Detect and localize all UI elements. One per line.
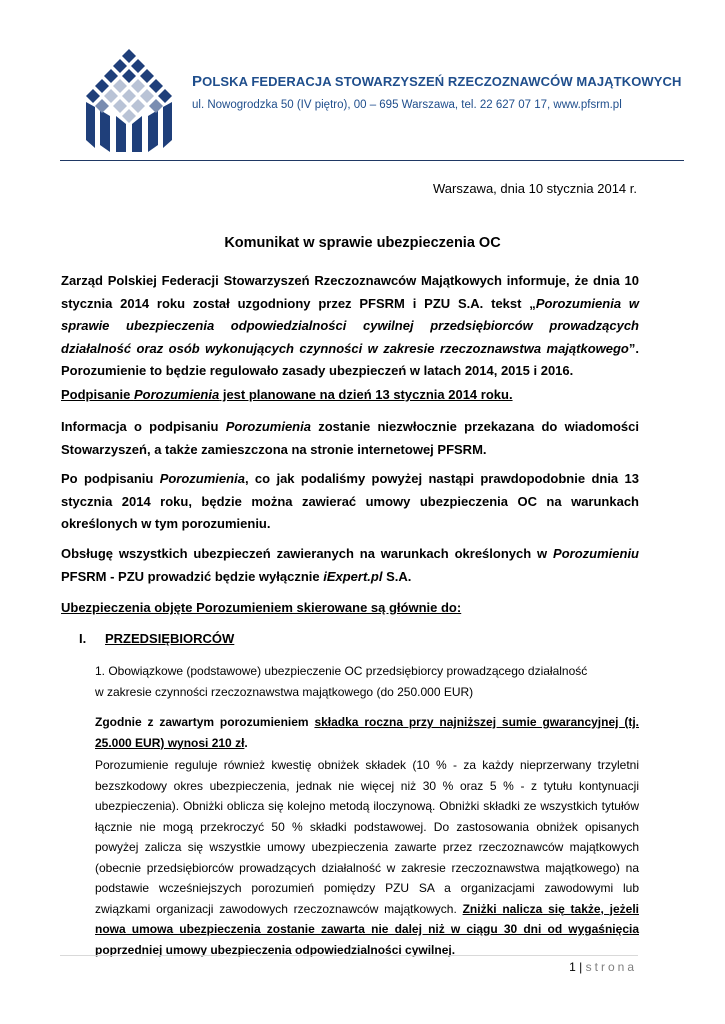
p5-agreement: Porozumieniu	[553, 546, 639, 561]
p2-text-c: jest planowane na dzień 13 stycznia 2014 roku.	[219, 387, 513, 402]
p1-text-c: ”. Porozumienie to będzie regulowało zasady ubezpieczeń w latach 2014, 2015 i 2016.	[61, 340, 639, 378]
item1-desc-discount: Zniżki nalicza się także, jeżeli nowa umowa ubezpieczenia zostanie zawarta nie dalej niż w ciągu 30 dni od wygaśnięcia poprzedniej umowy ubezpieczenia odpowiedzialności cywilnej	[95, 901, 639, 957]
section-heading-entrepreneurs	[79, 631, 234, 646]
section-number: I.	[79, 631, 87, 646]
item1-fee-text-a: Zgodnie z zawartym porozumieniem	[95, 715, 315, 729]
paragraph-after-signing	[61, 468, 639, 536]
org-name-rest: OLSKA FEDERACJA STOWARZYSZEŃ RZECZOZNAWCÓW MAJĄTKOWYCH	[202, 74, 682, 89]
org-name-initial: P	[192, 73, 203, 90]
page-number-value: 1	[569, 960, 576, 974]
logo-icon	[82, 44, 176, 152]
paragraph-target-groups: Ubezpieczenia objęte Porozumieniem skierowane są głównie do:	[61, 600, 462, 615]
p5-text-a: Obsługę wszystkich ubezpieczeń zawieranych na warunkach określonych w	[61, 546, 554, 561]
page-number-label: strona	[585, 960, 637, 974]
footer-divider	[60, 955, 638, 956]
document-title: Komunikat w sprawie ubezpieczenia OC	[224, 235, 501, 251]
p5-text-e: S.A.	[382, 568, 412, 584]
item1-desc-text: Porozumienie reguluje również kwestię obniżek składek (10 % - za każdy nieprzerwany trzyletni bezszkodowy okres ubezpieczenia, jednak nie więcej niż 30 % oraz 5 % - z tytułu kontynuacji ubezpieczenia). Obniżki oblicza się kolejno metodą iloczynową. Obniżki składki ze wszystkich tytułów łącznie nie mogą przekroczyć 50 % składki podstawowej. Do zastosowania obniżek opisanych powyżej zalicza się wszystkie umowy ubezpieczenia zawarte przez rzeczoznawców majątkowych (obecnie przedsiębiorców prowadzących działalność w zakresie rzeczoznawstwa majątkowego) na podstawie wcześniejszych porozumień pomiędzy PZU SA a organizacjami zawodowymi lub związkami organizacji zawodowych rzeczoznawców majątkowych.	[95, 758, 639, 916]
paragraph-service	[61, 543, 639, 588]
p2-agreement: Porozumienia	[133, 387, 220, 402]
item1-line2: w zakresie czynności rzeczoznawstwa majątkowego (do 250.000 EUR)	[95, 684, 474, 699]
document-date: Warszawa, dnia 10 stycznia 2014 r.	[432, 181, 637, 196]
paragraph-announcement	[61, 270, 639, 383]
organization-name	[192, 73, 682, 90]
p3-agreement: Porozumienia	[225, 419, 311, 434]
item1-fee	[95, 712, 639, 753]
p3-text-c: zostanie niezwłocznie przekazana do wiadomości Stowarzyszeń, a także zamieszczona na stronie internetowej PFSRM.	[61, 419, 639, 457]
p5-text-c: PFSRM - PZU prowadzić będzie wyłącznie	[61, 568, 324, 584]
header-divider	[60, 160, 684, 161]
item1-heading	[95, 661, 639, 702]
paragraph-information	[61, 416, 639, 461]
item1-line1: 1. Obowiązkowe (podstawowe) ubezpieczenie OC przedsiębiorcy prowadzącego działalność	[95, 664, 588, 678]
p1-text-a: Zarząd Polskiej Federacji Stowarzyszeń Rzeczoznawców Majątkowych informuje, że dnia 10 stycznia 2014 roku został uzgodniony przez PFSRM i PZU S.A. tekst „	[61, 273, 639, 311]
p1-agreement-title: Porozumienia w sprawie ubezpieczenia odpowiedzialności cywilnej przedsiębiorców prowadzących działalność oraz osób wykonujących czynności w zakresie rzeczoznawstwa majątkowego	[61, 295, 639, 356]
p4-text-a: Po podpisaniu	[61, 471, 160, 486]
item1-desc-end: .	[451, 942, 456, 957]
p3-text-a: Informacja o podpisaniu	[61, 419, 226, 434]
item1-fee-text-c: .	[244, 735, 248, 750]
p5-company: iExpert.pl	[323, 568, 383, 584]
section-label: PRZEDSIĘBIORCÓW	[105, 631, 235, 646]
page-number	[569, 960, 637, 974]
p4-agreement: Porozumienia	[159, 471, 245, 486]
item1-fee-amount: składka roczna przy najniższej sumie gwarancyjnej (tj. 25.000 EUR) wynosi 210 zł	[95, 715, 639, 750]
page-number-separator: |	[579, 960, 583, 974]
p4-text-c: , co jak podaliśmy powyżej nastąpi prawdopodobnie dnia 13 stycznia 2014 roku, będzie można zawierać umowy ubezpieczenia OC na warunkach określonych w tym porozumieniu.	[61, 471, 639, 531]
paragraph-signing-date	[61, 384, 639, 407]
organization-address: ul. Nowogrodzka 50 (IV piętro), 00 – 695 Warszawa, tel. 22 627 07 17, www.pfsrm.pl	[192, 99, 622, 111]
p2-text-a: Podpisanie	[61, 387, 134, 402]
item1-description	[95, 755, 639, 960]
